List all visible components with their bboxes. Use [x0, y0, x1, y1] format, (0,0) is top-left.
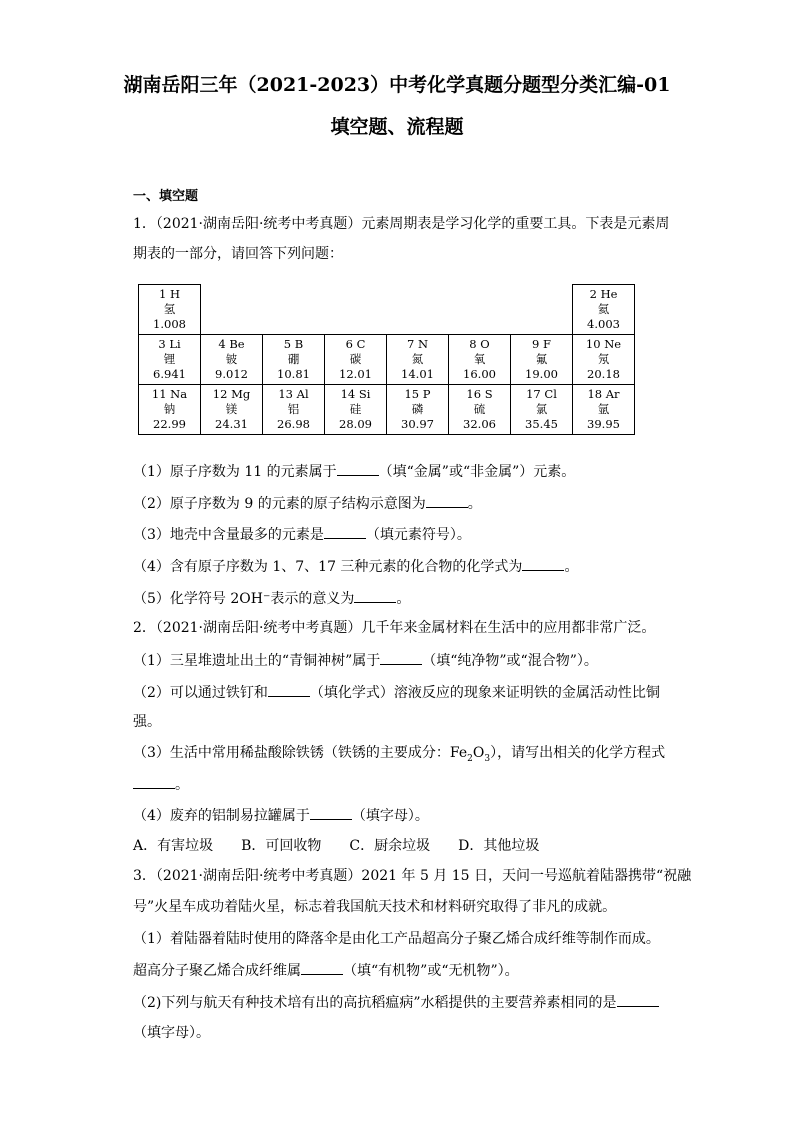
element-cell: 7 N 氮 14.01 [387, 335, 449, 385]
document-title-line2: 填空题、流程题 [330, 116, 464, 138]
answer-blank [324, 524, 366, 539]
answer-blank [301, 960, 343, 975]
element-cell: 6 C 碳 12.01 [325, 335, 387, 385]
element-cell: 13 Al 铝 26.98 [263, 385, 325, 435]
q1-stem-line2: 期表的一部分，请回答下列问题： [133, 246, 343, 262]
answer-blank [133, 774, 175, 789]
q3-part1: （1）着陆器着陆时使用的降落伞是由化工产品超高分子聚乙烯合成纤维等制作而成。 [133, 931, 660, 947]
element-cell: 1 H 氢 1.008 [139, 285, 201, 335]
element-cell: 5 B 硼 10.81 [263, 335, 325, 385]
q1-part2: （2）原子序数为 9 的元素的原子结构示意图为 。 [133, 493, 482, 514]
q1-part3: （3）地壳中含量最多的元素是 （填元素符号）。 [133, 524, 471, 545]
section-heading: 一、填空题 [133, 189, 199, 204]
answer-blank [522, 556, 564, 571]
element-cell: 11 Na 钠 22.99 [139, 385, 201, 435]
q1-stem-line1: 1．（2021·湖南岳阳·统考中考真题）元素周期表是学习化学的重要工具。下表是元素周 [133, 216, 670, 232]
element-cell: 18 Ar 氩 39.95 [573, 385, 635, 435]
element-cell: 14 Si 硅 28.09 [325, 385, 387, 435]
answer-blank [426, 493, 468, 508]
q2-part4: （4）废弃的铝制易拉罐属于 （填字母）。 [133, 805, 429, 826]
element-cell: 3 Li 锂 6.941 [139, 335, 201, 385]
answer-blank [380, 650, 422, 665]
element-cell: 16 S 硫 32.06 [449, 385, 511, 435]
element-cell: 10 Ne 氖 20.18 [573, 335, 635, 385]
q2-part2: （2）可以通过铁钉和 （填化学式）溶液反应的现象来证明铁的金属活动性比铜 [133, 682, 660, 703]
q1-part1: （1）原子序数为 11 的元素属于 （填“金属”或“非金属”）元素。 [133, 461, 575, 482]
q2-part2-cont: 强。 [133, 714, 161, 730]
element-cell: 2 He 氦 4.003 [573, 285, 635, 335]
q3-part2: （2)下列与航天有种技术培有出的高抗稻瘟病”水稻提供的主要营养素相同的是 [133, 992, 659, 1013]
element-cell: 4 Be 铍 9.012 [201, 335, 263, 385]
q3-part1-cont: 超高分子聚乙烯合成纤维属 （填“有机物”或“无机物”）。 [133, 960, 519, 981]
answer-blank [268, 682, 310, 697]
element-cell: 8 O 氧 16.00 [449, 335, 511, 385]
q1-part5: （5）化学符号 2OH⁻表示的意义为 。 [133, 588, 410, 609]
answer-blank [337, 461, 379, 476]
document-title-line1: 湖南岳阳三年（2021-2023）中考化学真题分题型分类汇编-01 [123, 74, 671, 96]
element-cell: 12 Mg 镁 24.31 [201, 385, 263, 435]
element-cell: 15 P 磷 30.97 [387, 385, 449, 435]
periodic-table [138, 284, 635, 435]
q2-options: A．有害垃圾 B．可回收物 C．厨余垃圾 D．其他垃圾 [133, 838, 540, 854]
answer-blank [617, 992, 659, 1007]
answer-blank [310, 805, 352, 820]
element-cell: 9 F 氟 19.00 [511, 335, 573, 385]
q2-stem: 2．（2021·湖南岳阳·统考中考真题）几千年来金属材料在生活中的应用都非常广泛。 [133, 620, 656, 636]
element-cell: 17 Cl 氯 35.45 [511, 385, 573, 435]
q3-part2-cont: （填字母）。 [133, 1025, 210, 1041]
q2-part3-cont: 。 [133, 774, 189, 795]
q2-part1: （1）三星堆遗址出土的“青铜神树”属于 （填“纯净物”或“混合物”）。 [133, 650, 598, 671]
q2-part3: （3）生活中常用稀盐酸除铁锈（铁锈的主要成分：$Fe_2O_3$），请写出相关的化学方程式 [133, 745, 666, 764]
q3-stem-line2: 号”火星车成功着陆火星，标志着我国航天技术和材料研究取得了非凡的成就。 [133, 899, 617, 915]
answer-blank [354, 588, 396, 603]
q1-part4: （4）含有原子序数为 1、7、17 三种元素的化合物的化学式为 。 [133, 556, 578, 577]
q3-stem-line1: 3．（2021·湖南岳阳·统考中考真题）2021 年 5 月 15 日，天问一号巡航着陆器携带“祝融 [133, 868, 692, 884]
